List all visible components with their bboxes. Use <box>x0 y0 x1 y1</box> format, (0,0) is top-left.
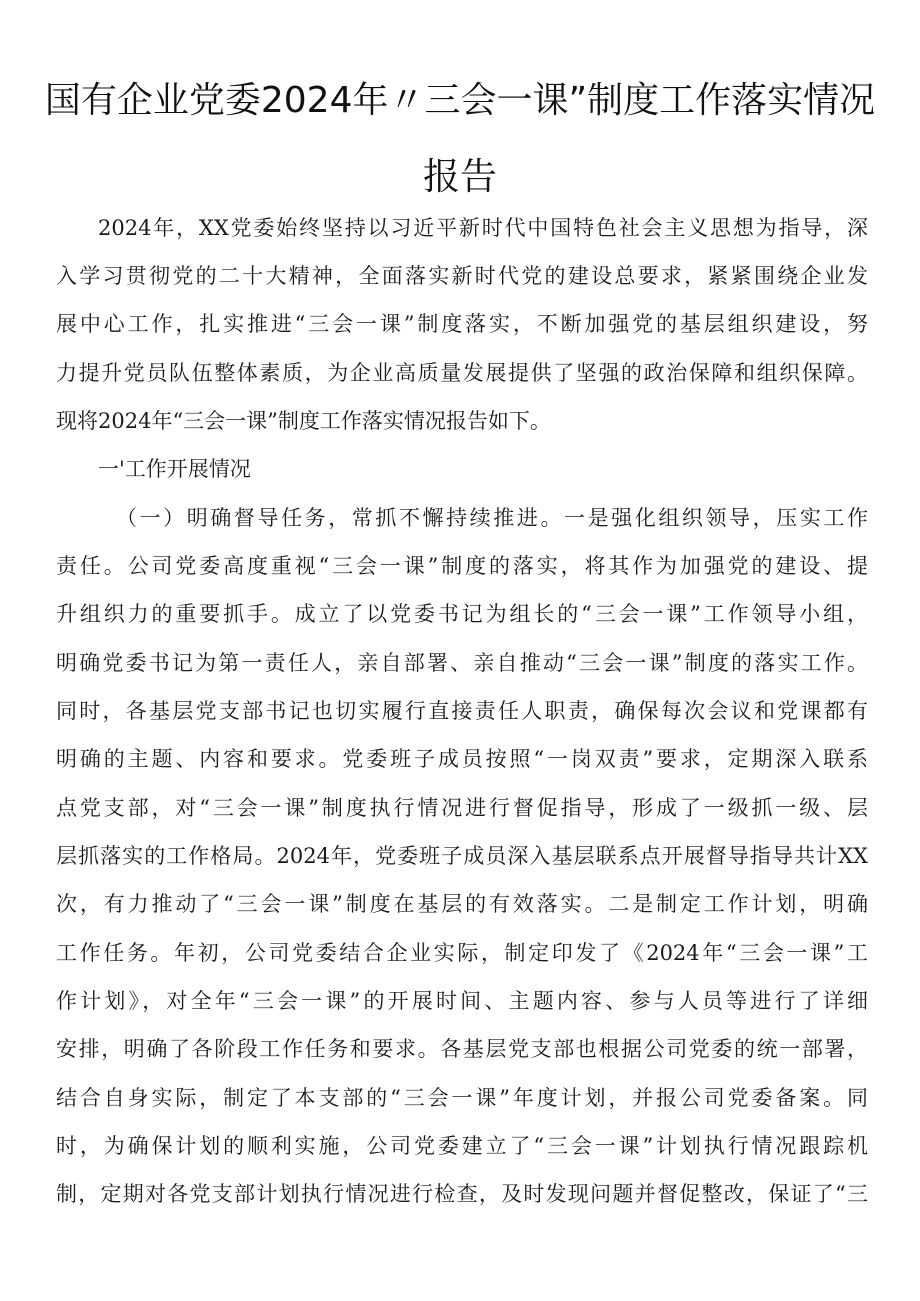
intro-line: 力提升党员队伍整体素质，为企业高质量发展提供了坚强的政治保障和组织保障。 <box>56 361 868 385</box>
section-line: 点党支部，对“三会一课”制度执行情况进行督促指导，形成了一级抓一级、层 <box>56 796 868 820</box>
section-line: 作计划》，对全年“三会一课”的开展时间、主题内容、参与人员等进行了详细 <box>56 989 868 1013</box>
section-line: 明确党委书记为第一责任人，亲自部署、亲自推动“三会一课”制度的落实工作。 <box>56 651 868 675</box>
document-title-line-1: 国有企业党委2024年〃三会一课”制度工作落实情况 <box>44 80 876 121</box>
section-line: 层抓落实的工作格局。2024年，党委班子成员深入基层联系点开展督导指导共计XX <box>56 844 868 868</box>
section-line: 明确的主题、内容和要求。党委班子成员按照“一岗双责”要求，定期深入联系 <box>56 747 868 771</box>
section-line: 次，有力推动了“三会一课”制度在基层的有效落实。二是制定工作计划，明确 <box>56 892 868 916</box>
section-line: 工作任务。年初，公司党委结合企业实际，制定印发了《2024年“三会一课”工 <box>56 941 868 965</box>
document-title-line-2: 报告 <box>423 155 497 198</box>
section-line: 同时，各基层党支部书记也切实履行直接责任人职责，确保每次会议和党课都有 <box>56 699 868 723</box>
section-heading: 一'工作开展情况 <box>98 457 251 481</box>
section-line: 制，定期对各党支部计划执行情况进行检查，及时发现问题并督促整改，保证了“三 <box>56 1182 868 1206</box>
intro-line: 入学习贯彻党的二十大精神，全面落实新时代党的建设总要求，紧紧围绕企业发 <box>56 264 868 288</box>
section-line: 时，为确保计划的顺利实施，公司党委建立了“三会一课”计划执行情况跟踪机 <box>56 1134 868 1158</box>
section-line: 安排，明确了各阶段工作任务和要求。各基层党支部也根据公司党委的统一部署， <box>56 1037 868 1061</box>
intro-line: 2024年，XX党委始终坚持以习近平新时代中国特色社会主义思想为指导，深 <box>98 216 868 240</box>
section-line: 责任。公司党委高度重视“三会一课”制度的落实，将其作为加强党的建设、提 <box>56 554 868 578</box>
section-line: 结合自身实际，制定了本支部的“三会一课”年度计划，并报公司党委备案。同 <box>56 1086 868 1110</box>
intro-line: 展中心工作，扎实推进“三会一课”制度落实，不断加强党的基层组织建设，努 <box>56 312 868 336</box>
section-line: 升组织力的重要抓手。成立了以党委书记为组长的“三会一课”工作领导小组， <box>56 602 868 626</box>
section-line: （一）明确督导任务，常抓不懈持续推进。一是强化组织领导，压实工作 <box>116 506 868 530</box>
intro-line: 现将2024年“三会一课”制度工作落实情况报告如下。 <box>56 409 551 433</box>
